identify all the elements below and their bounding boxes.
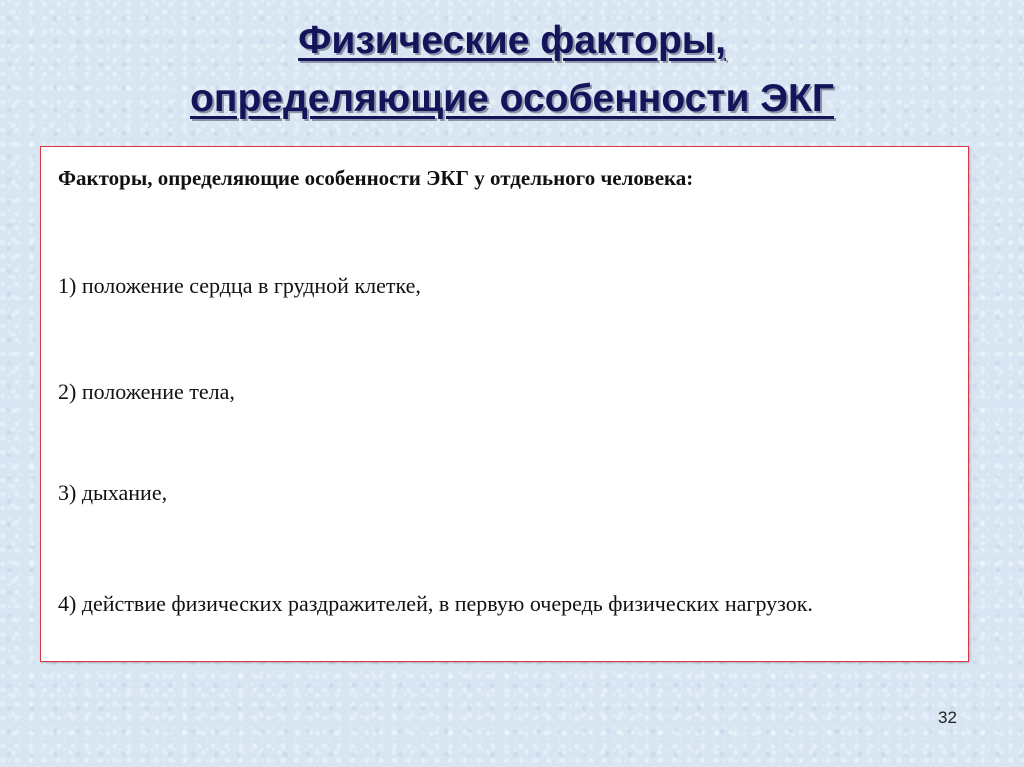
factor-item-2: 2) положение тела, bbox=[58, 379, 235, 404]
page-number: 32 bbox=[938, 708, 957, 727]
slide-title-line-2: определяющие особенности ЭКГ bbox=[190, 77, 834, 120]
factor-item-1: 1) положение сердца в грудной клетке, bbox=[58, 273, 421, 298]
factor-item-4: 4) действие физических раздражителей, в первую очередь физических нагрузок. bbox=[58, 591, 813, 616]
slide-title-line-1: Физические факторы, bbox=[298, 19, 726, 62]
content-box bbox=[40, 146, 969, 662]
factor-item-3: 3) дыхание, bbox=[58, 480, 168, 505]
slide-title bbox=[0, 12, 1024, 128]
box-heading: Факторы, определяющие особенности ЭКГ у отдельного человека: bbox=[58, 166, 694, 190]
